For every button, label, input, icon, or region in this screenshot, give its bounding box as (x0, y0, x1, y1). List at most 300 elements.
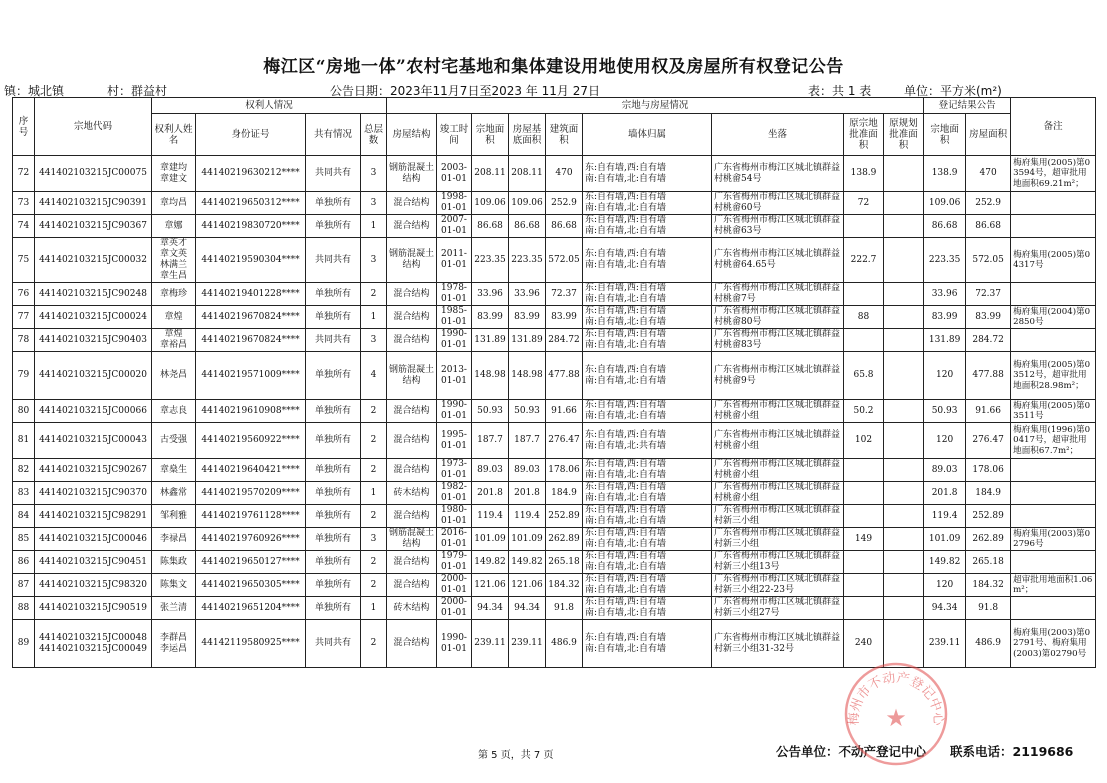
cell-floors: 2 (361, 283, 387, 306)
cell-code: 441402103215JC90367 (35, 215, 152, 238)
cell-orig-approved: 240 (844, 620, 884, 668)
table-row (13, 306, 1096, 329)
col-result-land: 宗地面积 (924, 114, 966, 156)
cell-orig-planned (884, 459, 924, 482)
cell-id: 44140219650127**** (196, 551, 306, 574)
cell-remark (1011, 329, 1096, 352)
cell-completed: 2013-01-01 (437, 352, 472, 400)
cell-remark: 梅府集用(2005)第03511号 (1011, 400, 1096, 423)
cell-seq: 72 (13, 156, 35, 192)
cell-location: 广东省梅州市梅江区城北镇群益村新三小组 (712, 505, 844, 528)
cell-remark (1011, 192, 1096, 215)
cell-floors: 4 (361, 352, 387, 400)
cell-completed: 1973-01-01 (437, 459, 472, 482)
cell-remark (1011, 482, 1096, 505)
cell-wall: 东:自有墙,西:自有墙 南:自有墙,北:自有墙 (583, 352, 712, 400)
cell-share: 单独所有 (306, 423, 361, 459)
cell-id: 44140219670824**** (196, 329, 306, 352)
cell-build-area: 572.05 (546, 238, 583, 283)
cell-floors: 2 (361, 620, 387, 668)
cell-result-land: 120 (924, 352, 966, 400)
col-base-area: 房屋基底面积 (509, 114, 546, 156)
table-row (13, 574, 1096, 597)
cell-structure: 钢筋混凝土结构 (387, 528, 437, 551)
cell-code: 441402103215JC90451 (35, 551, 152, 574)
cell-base-area: 149.82 (509, 551, 546, 574)
cell-location: 广东省梅州市梅江区城北镇群益村新三小组13号 (712, 551, 844, 574)
cell-build-area: 91.8 (546, 597, 583, 620)
cell-orig-approved (844, 482, 884, 505)
cell-orig-approved: 72 (844, 192, 884, 215)
cell-structure: 混合结构 (387, 329, 437, 352)
cell-holder: 张兰清 (152, 597, 196, 620)
svg-text:★: ★ (885, 704, 907, 732)
cell-seq: 79 (13, 352, 35, 400)
cell-orig-approved (844, 215, 884, 238)
cell-result-land: 201.8 (924, 482, 966, 505)
table-row (13, 505, 1096, 528)
col-structure: 房屋结构 (387, 114, 437, 156)
cell-id: 44140219560922**** (196, 423, 306, 459)
cell-floors: 3 (361, 329, 387, 352)
cell-orig-approved (844, 551, 884, 574)
cell-orig-approved (844, 459, 884, 482)
cell-orig-planned (884, 352, 924, 400)
cell-orig-planned (884, 597, 924, 620)
col-orig-approved: 原宗地批准面积 (844, 114, 884, 156)
cell-floors: 1 (361, 306, 387, 329)
cell-share: 单独所有 (306, 215, 361, 238)
cell-completed: 1990-01-01 (437, 620, 472, 668)
cell-structure: 混合结构 (387, 306, 437, 329)
cell-orig-planned (884, 283, 924, 306)
cell-structure: 混合结构 (387, 215, 437, 238)
cell-floors: 2 (361, 505, 387, 528)
cell-land-area: 50.93 (472, 400, 509, 423)
cell-code: 441402103215JC90267 (35, 459, 152, 482)
cell-result-land: 138.9 (924, 156, 966, 192)
cell-base-area: 83.99 (509, 306, 546, 329)
cell-share: 单独所有 (306, 306, 361, 329)
col-seq: 序号 (13, 98, 35, 156)
village-label: 村：群益村 (107, 84, 168, 98)
cell-wall: 东:自有墙,西:自有墙 南:自有墙,北:自有墙 (583, 306, 712, 329)
cell-result-land: 120 (924, 423, 966, 459)
cell-result-land: 239.11 (924, 620, 966, 668)
table-row (13, 156, 1096, 192)
cell-share: 共同共有 (306, 329, 361, 352)
cell-build-area: 477.88 (546, 352, 583, 400)
cell-completed: 2000-01-01 (437, 574, 472, 597)
cell-floors: 3 (361, 528, 387, 551)
page-title: 梅江区“房地一体”农村宅基地和集体建设用地使用权及房屋所有权登记公告 (263, 57, 844, 77)
cell-floors: 1 (361, 597, 387, 620)
cell-location: 广东省梅州市梅江区城北镇群益村新三小组 (712, 528, 844, 551)
cell-holder: 章燊生 (152, 459, 196, 482)
cell-result-house: 184.32 (966, 574, 1011, 597)
cell-share: 单独所有 (306, 528, 361, 551)
cell-share: 单独所有 (306, 192, 361, 215)
table-row (13, 215, 1096, 238)
cell-holder: 陈集政 (152, 551, 196, 574)
table-row (13, 482, 1096, 505)
cell-seq: 78 (13, 329, 35, 352)
col-land-area: 宗地面积 (472, 114, 509, 156)
cell-land-area: 101.09 (472, 528, 509, 551)
col-remark: 备注 (1011, 98, 1096, 156)
cell-result-house: 184.9 (966, 482, 1011, 505)
unit-label: 单位：平方米(m²) (904, 84, 1002, 98)
cell-result-house: 91.8 (966, 597, 1011, 620)
cell-code: 441402103215JC00066 (35, 400, 152, 423)
notice-date: 公告日期：2023年11月7日至2023 年 11月 27日 (330, 84, 600, 98)
cell-structure: 混合结构 (387, 505, 437, 528)
cell-holder: 章梅珍 (152, 283, 196, 306)
cell-base-area: 119.4 (509, 505, 546, 528)
table-row (13, 423, 1096, 459)
cell-completed: 1985-01-01 (437, 306, 472, 329)
cell-holder: 林尧昌 (152, 352, 196, 400)
cell-remark (1011, 459, 1096, 482)
cell-location: 广东省梅州市梅江区城北镇群益村新三小组27号 (712, 597, 844, 620)
cell-structure: 混合结构 (387, 400, 437, 423)
cell-seq: 85 (13, 528, 35, 551)
cell-id: 44140219630212**** (196, 156, 306, 192)
cell-orig-planned (884, 551, 924, 574)
cell-orig-planned (884, 482, 924, 505)
cell-orig-planned (884, 238, 924, 283)
cell-result-house: 262.89 (966, 528, 1011, 551)
cell-land-area: 89.03 (472, 459, 509, 482)
cell-remark (1011, 505, 1096, 528)
cell-completed: 2003-01-01 (437, 156, 472, 192)
cell-seq: 87 (13, 574, 35, 597)
cell-base-area: 201.8 (509, 482, 546, 505)
cell-structure: 混合结构 (387, 283, 437, 306)
cell-build-area: 184.9 (546, 482, 583, 505)
cell-seq: 81 (13, 423, 35, 459)
cell-orig-approved: 50.2 (844, 400, 884, 423)
cell-structure: 混合结构 (387, 551, 437, 574)
cell-id: 44140219651204**** (196, 597, 306, 620)
cell-wall: 东:自有墙,西:自有墙 南:自有墙,北:自有墙 (583, 215, 712, 238)
cell-code: 441402103215JC00046 (35, 528, 152, 551)
cell-code: 441402103215JC00032 (35, 238, 152, 283)
cell-build-area: 91.66 (546, 400, 583, 423)
group-rights: 权利人情况 (152, 98, 387, 114)
cell-orig-planned (884, 528, 924, 551)
cell-base-area: 223.35 (509, 238, 546, 283)
cell-result-house: 284.72 (966, 329, 1011, 352)
col-id: 身份证号 (196, 114, 306, 156)
col-result-house: 房屋面积 (966, 114, 1011, 156)
cell-seq: 88 (13, 597, 35, 620)
cell-land-area: 149.82 (472, 551, 509, 574)
cell-code: 441402103215JC00043 (35, 423, 152, 459)
cell-location: 广东省梅州市梅江区城北镇群益村桃畲80号 (712, 306, 844, 329)
cell-code: 441402103215JC98291 (35, 505, 152, 528)
cell-wall: 东:自有墙,西:自有墙 南:自有墙,北:自有墙 (583, 620, 712, 668)
table-row (13, 329, 1096, 352)
cell-orig-approved: 88 (844, 306, 884, 329)
cell-completed: 1980-01-01 (437, 505, 472, 528)
cell-id: 44140219610908**** (196, 400, 306, 423)
cell-share: 单独所有 (306, 551, 361, 574)
cell-result-land: 86.68 (924, 215, 966, 238)
cell-orig-approved: 222.7 (844, 238, 884, 283)
cell-seq: 83 (13, 482, 35, 505)
cell-completed: 1990-01-01 (437, 329, 472, 352)
cell-share: 单独所有 (306, 482, 361, 505)
cell-seq: 80 (13, 400, 35, 423)
cell-seq: 74 (13, 215, 35, 238)
cell-share: 单独所有 (306, 352, 361, 400)
cell-orig-approved (844, 505, 884, 528)
table-row (13, 459, 1096, 482)
cell-code: 441402103215JC00075 (35, 156, 152, 192)
cell-result-house: 72.37 (966, 283, 1011, 306)
cell-land-area: 109.06 (472, 192, 509, 215)
cell-base-area: 109.06 (509, 192, 546, 215)
cell-land-area: 131.89 (472, 329, 509, 352)
cell-build-area: 265.18 (546, 551, 583, 574)
cell-holder: 章建均 章建文 (152, 156, 196, 192)
cell-seq: 86 (13, 551, 35, 574)
cell-location: 广东省梅州市梅江区城北镇群益村桃畲64.65号 (712, 238, 844, 283)
cell-result-house: 265.18 (966, 551, 1011, 574)
cell-base-area: 121.06 (509, 574, 546, 597)
town-label: 镇：城北镇 (4, 84, 65, 98)
cell-holder: 陈集文 (152, 574, 196, 597)
cell-land-area: 33.96 (472, 283, 509, 306)
cell-seq: 73 (13, 192, 35, 215)
cell-build-area: 276.47 (546, 423, 583, 459)
col-code: 宗地代码 (35, 98, 152, 156)
cell-orig-approved (844, 597, 884, 620)
cell-result-house: 86.68 (966, 215, 1011, 238)
cell-result-land: 33.96 (924, 283, 966, 306)
col-location: 坐落 (712, 114, 844, 156)
cell-seq: 75 (13, 238, 35, 283)
cell-land-area: 121.06 (472, 574, 509, 597)
cell-wall: 东:自有墙,西:自有墙 南:自有墙,北:自有墙 (583, 597, 712, 620)
col-wall: 墙体归属 (583, 114, 712, 156)
cell-remark (1011, 597, 1096, 620)
cell-id: 44140219571009**** (196, 352, 306, 400)
cell-holder: 邹利雅 (152, 505, 196, 528)
cell-code: 441402103215JC90403 (35, 329, 152, 352)
cell-wall: 东:自有墙,西:自有墙 南:自有墙,北:自有墙 (583, 192, 712, 215)
cell-wall: 东:自有墙,西:自有墙 南:自有墙,北:自有墙 (583, 156, 712, 192)
cell-structure: 砖木结构 (387, 597, 437, 620)
cell-result-land: 120 (924, 574, 966, 597)
cell-orig-approved: 149 (844, 528, 884, 551)
cell-holder: 章志良 (152, 400, 196, 423)
cell-result-land: 119.4 (924, 505, 966, 528)
cell-land-area: 187.7 (472, 423, 509, 459)
cell-build-area: 284.72 (546, 329, 583, 352)
cell-structure: 钢筋混凝土结构 (387, 156, 437, 192)
cell-code: 441402103215JC90248 (35, 283, 152, 306)
cell-land-area: 223.35 (472, 238, 509, 283)
cell-location: 广东省梅州市梅江区城北镇群益村新三小组31-32号 (712, 620, 844, 668)
cell-build-area: 86.68 (546, 215, 583, 238)
cell-seq: 77 (13, 306, 35, 329)
cell-holder: 章英才 章文英 林满兰 章生昌 (152, 238, 196, 283)
cell-share: 共同共有 (306, 238, 361, 283)
cell-location: 广东省梅州市梅江区城北镇群益村桃畲小组 (712, 423, 844, 459)
table-row (13, 192, 1096, 215)
cell-completed: 2007-01-01 (437, 215, 472, 238)
cell-base-area: 208.11 (509, 156, 546, 192)
cell-location: 广东省梅州市梅江区城北镇群益村桃畲9号 (712, 352, 844, 400)
cell-completed: 2000-01-01 (437, 597, 472, 620)
group-land: 宗地与房屋情况 (387, 98, 924, 114)
cell-share: 单独所有 (306, 505, 361, 528)
cell-floors: 1 (361, 215, 387, 238)
cell-structure: 钢筋混凝土结构 (387, 238, 437, 283)
cell-result-land: 50.93 (924, 400, 966, 423)
cell-structure: 混合结构 (387, 459, 437, 482)
cell-land-area: 86.68 (472, 215, 509, 238)
table-body (13, 156, 1096, 668)
cell-id: 44140219640421**** (196, 459, 306, 482)
cell-wall: 东:自有墙,西:自有墙 南:自有墙,北:自有墙 (583, 238, 712, 283)
cell-location: 广东省梅州市梅江区城北镇群益村桃畲7号 (712, 283, 844, 306)
phone-label: 联系电话：2119686 (950, 744, 1074, 759)
cell-code: 441402103215JC90370 (35, 482, 152, 505)
col-floors: 总层数 (361, 114, 387, 156)
cell-floors: 2 (361, 423, 387, 459)
cell-result-land: 83.99 (924, 306, 966, 329)
table-row (13, 400, 1096, 423)
group-result: 登记结果公告 (924, 98, 1011, 114)
cell-completed: 1995-01-01 (437, 423, 472, 459)
cell-base-area: 94.34 (509, 597, 546, 620)
cell-orig-planned (884, 329, 924, 352)
cell-result-land: 101.09 (924, 528, 966, 551)
cell-completed: 1978-01-01 (437, 283, 472, 306)
cell-build-area: 72.37 (546, 283, 583, 306)
cell-seq: 84 (13, 505, 35, 528)
cell-result-house: 252.9 (966, 192, 1011, 215)
cell-orig-planned (884, 400, 924, 423)
table-row (13, 528, 1096, 551)
cell-remark (1011, 215, 1096, 238)
cell-floors: 2 (361, 574, 387, 597)
cell-build-area: 470 (546, 156, 583, 192)
cell-share: 单独所有 (306, 459, 361, 482)
cell-completed: 2011-01-01 (437, 238, 472, 283)
cell-id: 44140219760926**** (196, 528, 306, 551)
seal-text: 梅州市不动产登记中心 (846, 670, 946, 726)
cell-orig-planned (884, 192, 924, 215)
cell-result-land: 131.89 (924, 329, 966, 352)
cell-base-area: 50.93 (509, 400, 546, 423)
cell-result-land: 109.06 (924, 192, 966, 215)
cell-wall: 东:自有墙,西:自有墙 南:自有墙,北:自有墙 (583, 551, 712, 574)
cell-structure: 混合结构 (387, 574, 437, 597)
table-row (13, 283, 1096, 306)
cell-result-house: 470 (966, 156, 1011, 192)
cell-build-area: 252.89 (546, 505, 583, 528)
registration-table (12, 97, 1096, 668)
cell-holder: 李禄昌 (152, 528, 196, 551)
cell-result-land: 223.35 (924, 238, 966, 283)
cell-land-area: 239.11 (472, 620, 509, 668)
cell-remark: 超审批用地面积1.06m²； (1011, 574, 1096, 597)
cell-floors: 3 (361, 238, 387, 283)
cell-result-land: 89.03 (924, 459, 966, 482)
table-row (13, 352, 1096, 400)
cell-land-area: 201.8 (472, 482, 509, 505)
cell-land-area: 83.99 (472, 306, 509, 329)
cell-seq: 76 (13, 283, 35, 306)
cell-result-house: 276.47 (966, 423, 1011, 459)
cell-base-area: 239.11 (509, 620, 546, 668)
issuer-label: 公告单位：不动产登记中心 (776, 744, 927, 759)
cell-code: 441402103215JC00048 441402103215JC00049 (35, 620, 152, 668)
cell-code: 441402103215JC90519 (35, 597, 152, 620)
cell-orig-approved (844, 283, 884, 306)
cell-remark: 梅府集用(1996)第00417号，超审批用地面积67.7m²； (1011, 423, 1096, 459)
table-row (13, 597, 1096, 620)
cell-wall: 东:自有墙,西:自有墙 南:自有墙,北:自有墙 (583, 482, 712, 505)
cell-share: 单独所有 (306, 400, 361, 423)
cell-wall: 东:自有墙,西:自有墙 南:自有墙,北:自有墙 (583, 459, 712, 482)
cell-code: 441402103215JC98320 (35, 574, 152, 597)
cell-code: 441402103215JC00020 (35, 352, 152, 400)
cell-structure: 混合结构 (387, 620, 437, 668)
cell-completed: 1990-01-01 (437, 400, 472, 423)
cell-result-house: 477.88 (966, 352, 1011, 400)
cell-wall: 东:自有墙,西:自有墙 南:自有墙,北:自有墙 (583, 329, 712, 352)
cell-floors: 2 (361, 551, 387, 574)
cell-build-area: 252.9 (546, 192, 583, 215)
cell-location: 广东省梅州市梅江区城北镇群益村桃畲54号 (712, 156, 844, 192)
cell-share: 单独所有 (306, 283, 361, 306)
cell-base-area: 33.96 (509, 283, 546, 306)
cell-id: 44140219670824**** (196, 306, 306, 329)
cell-orig-planned (884, 574, 924, 597)
cell-land-area: 208.11 (472, 156, 509, 192)
cell-share: 单独所有 (306, 574, 361, 597)
cell-build-area: 83.99 (546, 306, 583, 329)
table-row (13, 238, 1096, 283)
cell-id: 44140219401228**** (196, 283, 306, 306)
cell-land-area: 148.98 (472, 352, 509, 400)
cell-holder: 林鑫常 (152, 482, 196, 505)
cell-location: 广东省梅州市梅江区城北镇群益村桃畲小组 (712, 400, 844, 423)
cell-remark: 梅府集用(2005)第04317号 (1011, 238, 1096, 283)
cell-build-area: 178.06 (546, 459, 583, 482)
cell-wall: 东:自有墙,西:自有墙 南:自有墙,北:自有墙 (583, 574, 712, 597)
cell-wall: 东:自有墙,西:自有墙 南:自有墙,北:自有墙 (583, 283, 712, 306)
cell-result-land: 94.34 (924, 597, 966, 620)
cell-base-area: 89.03 (509, 459, 546, 482)
table-row (13, 551, 1096, 574)
cell-orig-approved (844, 329, 884, 352)
cell-holder: 章煌 (152, 306, 196, 329)
cell-orig-planned (884, 423, 924, 459)
cell-remark (1011, 551, 1096, 574)
table-count: 表：共 1 表 (808, 84, 872, 98)
cell-remark: 梅府集用(2003)第02791号、梅府集用(2003)第02790号 (1011, 620, 1096, 668)
cell-land-area: 94.34 (472, 597, 509, 620)
cell-base-area: 148.98 (509, 352, 546, 400)
cell-base-area: 86.68 (509, 215, 546, 238)
cell-holder: 章均昌 (152, 192, 196, 215)
